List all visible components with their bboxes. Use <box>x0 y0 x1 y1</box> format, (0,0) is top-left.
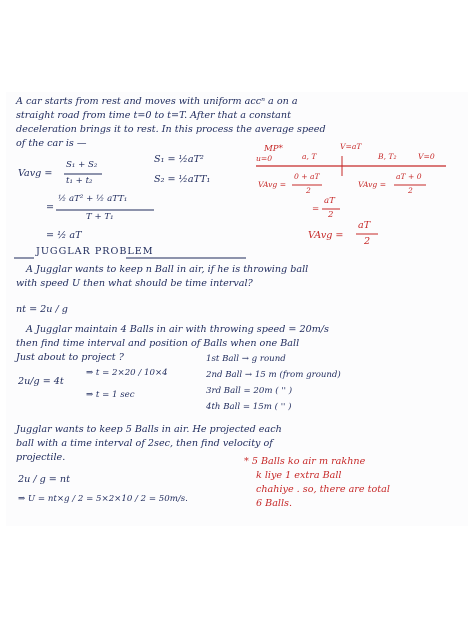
problem1-line-1: A car starts from rest and moves with uniform accⁿ a on a <box>16 96 298 107</box>
avg1-lhs: VAvg = <box>258 180 287 189</box>
juggler-q1-line-1: A Jugglar wants to keep n Ball in air, if he is throwing ball <box>26 264 309 275</box>
juggler-q3-line-1: Jugglar wants to keep 5 Balls in air. He projected each <box>16 424 282 435</box>
final-avg-numerator: aT <box>358 220 371 231</box>
problem1-line-3: deceleration brings it to rest. In this process the average speed <box>16 124 326 135</box>
juggler-q3-line-2: ball with a time interval of 2sec, then find velocity of <box>16 438 273 449</box>
s1-equation: S₁ = ½aT² <box>154 154 204 165</box>
juggler-eq3-a: 2u / g = nt <box>18 474 70 485</box>
mid-denominator: 2 <box>328 210 334 220</box>
vavg-fraction-denominator: t₁ + t₂ <box>66 176 93 186</box>
avg2-lhs: VAvg = <box>358 180 387 189</box>
mp-tag: MP* <box>264 144 283 154</box>
segment2-label: B, T₂ <box>378 152 397 161</box>
juggler-q1-line-2: with speed U then what should be time interval? <box>16 278 253 289</box>
juggler-heading: JUGGLAR PROBLEM <box>36 246 154 257</box>
final-avg-lhs: VAvg = <box>308 230 344 241</box>
juggler-q2-line-3: Just about to project ? <box>16 352 124 363</box>
problem1-line-2: straight road from time t=0 to t=T. After that a constant <box>16 110 291 121</box>
ball-position-1: 1st Ball → g round <box>206 354 286 364</box>
segment1-label: a, T <box>302 152 317 161</box>
avg1-numerator: 0 + aT <box>294 172 320 181</box>
v0-label: V=0 <box>418 152 435 161</box>
juggler-q2-line-1: A Jugglar maintain 4 Balls in air with throwing speed = 20m/s <box>26 324 329 335</box>
problem1-line-4: of the car is — <box>16 138 87 149</box>
ink-strokes <box>6 92 468 526</box>
juggler-eq2-left: 2u/g = 4t <box>18 376 64 387</box>
avg2-numerator: aT + 0 <box>396 172 422 181</box>
avg2-denominator: 2 <box>408 186 413 195</box>
mid-lead: = <box>312 204 320 214</box>
v-label: V=aT <box>340 142 362 151</box>
red-note-line-1: * 5 Balls ko air m rakhne <box>244 456 366 467</box>
red-note-line-3: chahiye . so, there are total <box>256 484 390 495</box>
red-note-line-4: 6 Balls. <box>256 498 293 509</box>
eq-line-2-numerator: ½ aT² + ½ aTT₁ <box>58 194 128 204</box>
notebook-sheet <box>6 92 468 526</box>
mid-numerator: aT <box>324 196 335 206</box>
juggler-q2-line-2: then find time interval and position of Balls when one Ball <box>16 338 300 349</box>
eq-line-2-denominator: T + T₁ <box>86 212 114 222</box>
eq-line-3: = ½ aT <box>46 230 82 241</box>
s2-equation: S₂ = ½aTT₁ <box>154 174 211 185</box>
ball-position-4: 4th Ball = 15m ( '' ) <box>206 402 292 412</box>
vavg-label: Vavg = <box>18 168 53 179</box>
ball-position-2: 2nd Ball → 15 m (from ground) <box>206 370 341 380</box>
juggler-eq3-b: ⇒ U = nt×g / 2 = 5×2×10 / 2 = 50m/s. <box>18 494 188 504</box>
vavg-fraction-numerator: S₁ + S₂ <box>66 160 98 170</box>
avg1-denominator: 2 <box>306 186 311 195</box>
juggler-eq2-step1: ⇒ t = 2×20 / 10×4 <box>86 368 168 378</box>
juggler-eq1: nt = 2u / g <box>16 304 68 315</box>
final-avg-denominator: 2 <box>364 236 371 247</box>
juggler-q3-line-3: projectile. <box>16 452 66 463</box>
juggler-eq2-step2: ⇒ t = 1 sec <box>86 390 135 400</box>
ball-position-3: 3rd Ball = 20m ( '' ) <box>206 386 293 396</box>
red-note-line-2: k liye 1 extra Ball <box>256 470 342 481</box>
u-label: u=0 <box>256 154 273 163</box>
eq-line-2-lead: = <box>46 202 55 213</box>
